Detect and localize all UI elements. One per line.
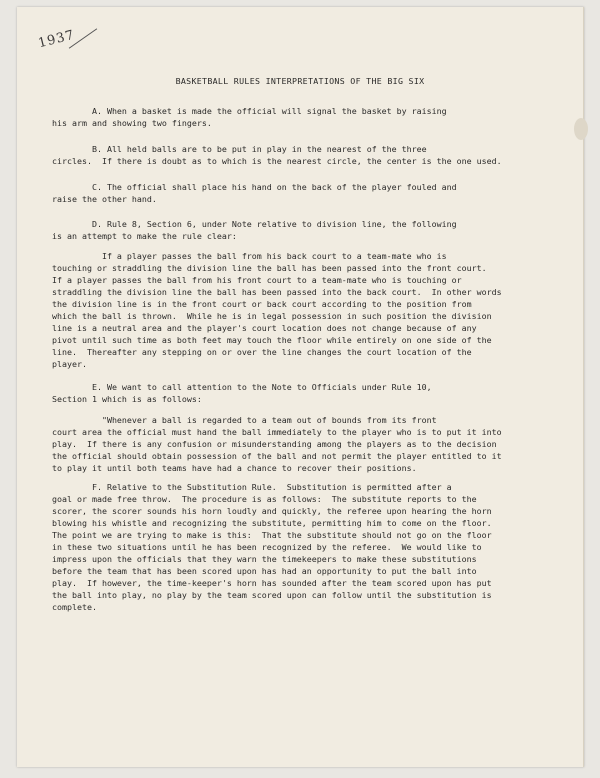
paragraph-a: A. When a basket is made the official will signal the basket by raising his arm and showing two fingers.: [52, 106, 447, 128]
paragraph-d-quote: If a player passes the ball from his back court to a team-mate who is touching or straddling the division line the ball has been passed into the front court. If a player passes the ball from his front court to a team-mate who is touching or straddling the division line the ball has been passed into the back court. In other words the division line is in the front court or back court according to the position from which the ball is thrown. While he is in legal possession in such position the division line is a neutral area and the player's court location does not change because of any pivot until such time as both feet may touch the floor while entirely on one side of the line. Thereafter any stepping on or over the line changes the court location of the player.: [52, 251, 502, 369]
paragraph-e-quote: "Whenever a ball is regarded to a team out of bounds from its front court area the official must hand the ball immediately to the player who is to put it into play. If there is any confusion or misunderstanding among the players as to the decision the official should obtain possession of the ball and not permit the player entitled to it to play it until both teams have had a chance to recover their positions.: [52, 415, 502, 473]
paragraph-e: E. We want to call attention to the Note to Officials under Rule 10, Section 1 which is as follows:: [52, 382, 432, 404]
handwritten-year-note: 1937: [36, 27, 77, 52]
document-title: BASKETBALL RULES INTERPRETATIONS OF THE BIG SIX: [175, 76, 425, 86]
paragraph-d: D. Rule 8, Section 6, under Note relative to division line, the following is an attempt to make the rule clear:: [52, 219, 457, 241]
paragraph-b: B. All held balls are to be put in play in the nearest of the three circles. If there is doubt as to which is the nearest circle, the center is the one used.: [52, 144, 502, 166]
punch-hole: [574, 118, 588, 140]
paragraph-c: C. The official shall place his hand on the back of the player fouled and raise the other hand.: [52, 182, 457, 204]
paragraph-f: F. Relative to the Substitution Rule. Substitution is permitted after a goal or made free throw. The procedure is as follows: The substitute reports to the scorer, the scorer sounds his horn loudly and quickly, the referee upon hearing the horn blowing his whistle and recognizing the substitute, permitting him to come on the floor. The point we are trying to make is this: That the substitute should not go on the floor in these two situations until he has been recognized by the referee. We would like to impress upon the officials that they warn the timekeepers to make these substitutions before the team that has been scored upon has had an opportunity to put the ball into play. If however, the time-keeper's horn has sounded after the team scored upon has put the ball into play, no play by the team scored upon can follow until the substitution is complete.: [52, 482, 492, 612]
